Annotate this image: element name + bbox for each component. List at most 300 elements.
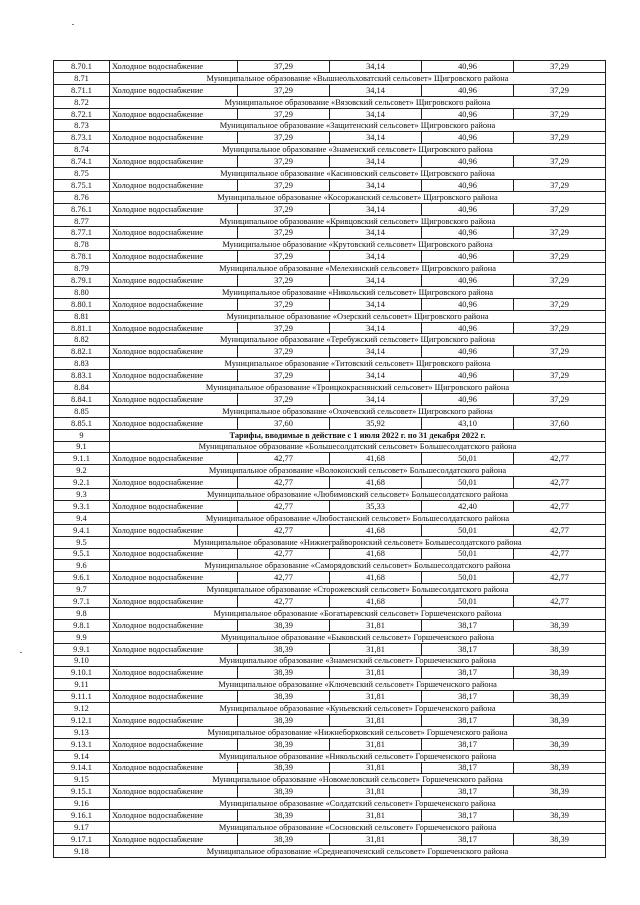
tariff-value: 37,29 <box>514 298 606 310</box>
tariff-value: 42,40 <box>422 500 514 512</box>
row-code: 9.8.1 <box>54 619 110 631</box>
tariff-value: 35,92 <box>330 417 422 429</box>
tariff-value: 37,29 <box>238 322 330 334</box>
row-code: 9.8 <box>54 607 110 619</box>
municipality-row <box>54 512 606 524</box>
tariff-value: 42,77 <box>514 453 606 465</box>
tariff-value: 38,39 <box>514 691 606 703</box>
row-code: 9.7 <box>54 584 110 596</box>
row-code: 9.17 <box>54 822 110 834</box>
row-code: 9 <box>54 429 110 441</box>
tariff-value: 31,81 <box>330 691 422 703</box>
municipality-row <box>54 560 606 572</box>
municipality-name: Муниципальное образование «Защитенский сельсовет» Щигровского района <box>110 120 606 132</box>
tariff-value: 31,81 <box>330 833 422 845</box>
tariff-value: 40,96 <box>422 108 514 120</box>
row-code: 9.3 <box>54 489 110 501</box>
tariff-row <box>54 714 606 726</box>
municipality-row <box>54 191 606 203</box>
row-code: 9.12.1 <box>54 714 110 726</box>
tariff-value: 50,01 <box>422 572 514 584</box>
service-name: Холодное водоснабжение <box>110 667 238 679</box>
municipality-row <box>54 334 606 346</box>
service-name: Холодное водоснабжение <box>110 453 238 465</box>
tariff-value: 34,14 <box>330 156 422 168</box>
service-name: Холодное водоснабжение <box>110 298 238 310</box>
row-code: 8.75.1 <box>54 179 110 191</box>
tariff-value: 37,60 <box>238 417 330 429</box>
tariff-value: 37,29 <box>514 132 606 144</box>
tariff-value: 38,17 <box>422 643 514 655</box>
row-code: 9.13.1 <box>54 738 110 750</box>
municipality-row <box>54 263 606 275</box>
row-code: 8.79.1 <box>54 275 110 287</box>
municipality-name: Муниципальное образование «Теребужский сельсовет» Щигровского района <box>110 334 606 346</box>
tariff-value: 42,77 <box>514 572 606 584</box>
tariff-row <box>54 786 606 798</box>
tariff-value: 31,81 <box>330 667 422 679</box>
tariff-value: 38,39 <box>238 643 330 655</box>
row-code: 9.6 <box>54 560 110 572</box>
tariff-value: 38,39 <box>514 810 606 822</box>
municipality-name: Муниципальное образование «Вязовский сельсовет» Щигровского района <box>110 96 606 108</box>
municipality-row <box>54 822 606 834</box>
tariff-value: 37,29 <box>238 227 330 239</box>
tariff-value: 37,29 <box>238 298 330 310</box>
municipality-name: Муниципальное образование «Среднеапоченский сельсовет» Горшеченского района <box>110 845 606 857</box>
tariff-value: 42,77 <box>238 572 330 584</box>
section-title: Тарифы, вводимые в действие с 1 июля 2022 г. по 31 декабря 2022 г. <box>110 429 606 441</box>
row-code: 9.10.1 <box>54 667 110 679</box>
tariff-value: 34,14 <box>330 251 422 263</box>
tariff-value: 37,29 <box>514 227 606 239</box>
tariff-value: 42,77 <box>514 500 606 512</box>
municipality-row <box>54 798 606 810</box>
row-code: 9.15 <box>54 774 110 786</box>
municipality-name: Муниципальное образование «Любимовский сельсовет» Большесолдатского района <box>110 489 606 501</box>
row-code: 9.16.1 <box>54 810 110 822</box>
tariff-value: 37,29 <box>514 84 606 96</box>
municipality-row <box>54 215 606 227</box>
service-name: Холодное водоснабжение <box>110 393 238 405</box>
tariff-value: 50,01 <box>422 477 514 489</box>
row-code: 8.78.1 <box>54 251 110 263</box>
tariff-value: 37,29 <box>238 132 330 144</box>
municipality-name: Муниципальное образование «Касиновский сельсовет» Щигровского района <box>110 168 606 180</box>
row-code: 9.7.1 <box>54 596 110 608</box>
municipality-name: Муниципальное образование «Знаменский сельсовет» Щигровского района <box>110 144 606 156</box>
municipality-name: Муниципальное образование «Богатыревский сельсовет» Горшеченского района <box>110 607 606 619</box>
tariff-value: 40,96 <box>422 227 514 239</box>
service-name: Холодное водоснабжение <box>110 156 238 168</box>
municipality-row <box>54 405 606 417</box>
tariff-value: 37,29 <box>238 179 330 191</box>
tariff-value: 31,81 <box>330 810 422 822</box>
tariff-value: 40,96 <box>422 84 514 96</box>
row-code: 9.11.1 <box>54 691 110 703</box>
tariff-value: 37,29 <box>514 156 606 168</box>
tariff-value: 40,96 <box>422 275 514 287</box>
municipality-row <box>54 845 606 857</box>
row-code: 8.76 <box>54 191 110 203</box>
tariff-value: 31,81 <box>330 762 422 774</box>
municipality-name: Муниципальное образование «Косоржанский сельсовет» Щигровского района <box>110 191 606 203</box>
tariff-value: 40,96 <box>422 298 514 310</box>
tariff-value: 42,77 <box>238 548 330 560</box>
row-code: 8.83.1 <box>54 370 110 382</box>
tariff-value: 38,17 <box>422 738 514 750</box>
row-code: 8.84 <box>54 382 110 394</box>
tariff-table-body <box>54 61 606 858</box>
tariff-value: 34,14 <box>330 227 422 239</box>
municipality-row <box>54 168 606 180</box>
service-name: Холодное водоснабжение <box>110 643 238 655</box>
row-code: 8.74.1 <box>54 156 110 168</box>
municipality-row <box>54 703 606 715</box>
tariff-row <box>54 596 606 608</box>
tariff-value: 34,14 <box>330 346 422 358</box>
tariff-value: 37,29 <box>514 322 606 334</box>
tariff-value: 41,68 <box>330 477 422 489</box>
tariff-value: 38,17 <box>422 786 514 798</box>
row-code: 9.14.1 <box>54 762 110 774</box>
row-code: 8.80 <box>54 286 110 298</box>
tariff-value: 38,39 <box>514 643 606 655</box>
municipality-name: Муниципальное образование «Кривцовский сельсовет» Щигровского района <box>110 215 606 227</box>
row-code: 8.74 <box>54 144 110 156</box>
service-name: Холодное водоснабжение <box>110 227 238 239</box>
row-code: 9.3.1 <box>54 500 110 512</box>
service-name: Холодное водоснабжение <box>110 572 238 584</box>
service-name: Холодное водоснабжение <box>110 596 238 608</box>
tariff-value: 31,81 <box>330 786 422 798</box>
tariff-value: 38,39 <box>238 810 330 822</box>
row-code: 8.73.1 <box>54 132 110 144</box>
tariff-value: 40,96 <box>422 203 514 215</box>
service-name: Холодное водоснабжение <box>110 322 238 334</box>
tariff-row <box>54 84 606 96</box>
municipality-row <box>54 655 606 667</box>
service-name: Холодное водоснабжение <box>110 524 238 536</box>
tariff-value: 42,77 <box>514 548 606 560</box>
municipality-name: Муниципальное образование «Ключевский сельсовет» Горшеченского района <box>110 679 606 691</box>
tariff-row <box>54 667 606 679</box>
row-code: 9.13 <box>54 726 110 738</box>
tariff-value: 50,01 <box>422 596 514 608</box>
tariff-row <box>54 132 606 144</box>
service-name: Холодное водоснабжение <box>110 61 238 73</box>
row-code: 8.70.1 <box>54 61 110 73</box>
tariff-value: 38,39 <box>514 714 606 726</box>
tariff-value: 34,14 <box>330 61 422 73</box>
tariff-row <box>54 833 606 845</box>
tariff-row <box>54 393 606 405</box>
municipality-row <box>54 679 606 691</box>
tariff-row <box>54 548 606 560</box>
tariff-value: 31,81 <box>330 738 422 750</box>
tariff-row <box>54 179 606 191</box>
municipality-row <box>54 536 606 548</box>
row-code: 9.6.1 <box>54 572 110 584</box>
service-name: Холодное водоснабжение <box>110 738 238 750</box>
tariff-value: 38,39 <box>514 833 606 845</box>
tariff-value: 41,68 <box>330 548 422 560</box>
row-code: 8.81.1 <box>54 322 110 334</box>
tariff-value: 38,39 <box>238 691 330 703</box>
municipality-name: Муниципальное образование «Знаменский сельсовет» Горшеченского района <box>110 655 606 667</box>
tariff-value: 37,29 <box>514 251 606 263</box>
municipality-row <box>54 144 606 156</box>
municipality-name: Муниципальное образование «Любостанский сельсовет» Большесолдатского района <box>110 512 606 524</box>
municipality-row <box>54 726 606 738</box>
service-name: Холодное водоснабжение <box>110 417 238 429</box>
tariff-value: 37,29 <box>238 251 330 263</box>
tariff-row <box>54 203 606 215</box>
service-name: Холодное водоснабжение <box>110 619 238 631</box>
row-code: 8.77 <box>54 215 110 227</box>
tariff-value: 37,29 <box>238 346 330 358</box>
service-name: Холодное водоснабжение <box>110 132 238 144</box>
tariff-row <box>54 61 606 73</box>
tariff-value: 37,60 <box>514 417 606 429</box>
tariff-value: 50,01 <box>422 453 514 465</box>
municipality-row <box>54 72 606 84</box>
tariff-value: 38,17 <box>422 833 514 845</box>
tariff-row <box>54 251 606 263</box>
tariff-row <box>54 346 606 358</box>
row-code: 8.85 <box>54 405 110 417</box>
tariff-value: 34,14 <box>330 108 422 120</box>
tariff-value: 40,96 <box>422 393 514 405</box>
row-code: 8.81 <box>54 310 110 322</box>
service-name: Холодное водоснабжение <box>110 84 238 96</box>
municipality-name: Муниципальное образование «Саморядовский сельсовет» Большесолдатского района <box>110 560 606 572</box>
tariff-value: 37,29 <box>514 108 606 120</box>
tariff-value: 37,29 <box>514 275 606 287</box>
municipality-row <box>54 489 606 501</box>
municipality-name: Муниципальное образование «Солдатский сельсовет» Горшеченского района <box>110 798 606 810</box>
tariff-value: 37,29 <box>238 275 330 287</box>
tariff-value: 40,96 <box>422 322 514 334</box>
tariff-value: 38,39 <box>514 762 606 774</box>
municipality-name: Муниципальное образование «Волоконский сельсовет» Большесолдатского района <box>110 465 606 477</box>
service-name: Холодное водоснабжение <box>110 108 238 120</box>
tariff-row <box>54 322 606 334</box>
tariff-value: 34,14 <box>330 298 422 310</box>
service-name: Холодное водоснабжение <box>110 370 238 382</box>
row-code: 8.75 <box>54 168 110 180</box>
municipality-row <box>54 774 606 786</box>
tariff-value: 41,68 <box>330 453 422 465</box>
tariff-value: 40,96 <box>422 251 514 263</box>
row-code: 9.14 <box>54 750 110 762</box>
municipality-name: Муниципальное образование «Быковский сельсовет» Горшеченского района <box>110 631 606 643</box>
tariff-value: 37,29 <box>514 346 606 358</box>
row-code: 8.79 <box>54 263 110 275</box>
tariff-value: 34,14 <box>330 322 422 334</box>
tariff-value: 50,01 <box>422 548 514 560</box>
tariff-row <box>54 762 606 774</box>
tariff-row <box>54 619 606 631</box>
service-name: Холодное водоснабжение <box>110 346 238 358</box>
tariff-value: 38,17 <box>422 667 514 679</box>
municipality-row <box>54 120 606 132</box>
tariff-value: 38,39 <box>514 619 606 631</box>
service-name: Холодное водоснабжение <box>110 786 238 798</box>
tariff-value: 38,39 <box>238 833 330 845</box>
service-name: Холодное водоснабжение <box>110 251 238 263</box>
tariff-value: 34,14 <box>330 179 422 191</box>
tariff-row <box>54 810 606 822</box>
municipality-name: Муниципальное образование «Куньевский сельсовет» Горшеченского района <box>110 703 606 715</box>
service-name: Холодное водоснабжение <box>110 477 238 489</box>
tariff-value: 38,39 <box>238 738 330 750</box>
tariff-value: 40,96 <box>422 156 514 168</box>
tariff-value: 38,17 <box>422 619 514 631</box>
row-code: 8.85.1 <box>54 417 110 429</box>
municipality-name: Муниципальное образование «Троицкокраснянский сельсовет» Щигровского района <box>110 382 606 394</box>
tariff-value: 40,96 <box>422 132 514 144</box>
tariff-value: 38,17 <box>422 691 514 703</box>
row-code: 9.15.1 <box>54 786 110 798</box>
municipality-name: Муниципальное образование «Вышнеольховатский сельсовет» Щигровского района <box>110 72 606 84</box>
municipality-row <box>54 382 606 394</box>
tariff-value: 42,77 <box>514 524 606 536</box>
row-code: 9.1.1 <box>54 453 110 465</box>
tariff-row <box>54 524 606 536</box>
tariff-value: 37,29 <box>514 203 606 215</box>
municipality-name: Муниципальное образование «Сосновский сельсовет» Горшеченского района <box>110 822 606 834</box>
tariff-value: 38,39 <box>514 738 606 750</box>
municipality-name: Муниципальное образование «Охочевский сельсовет» Щигровского района <box>110 405 606 417</box>
tariff-row <box>54 500 606 512</box>
row-code: 9.1 <box>54 441 110 453</box>
tariff-row <box>54 417 606 429</box>
municipality-name: Муниципальное образование «Мелехинский сельсовет» Щигровского района <box>110 263 606 275</box>
service-name: Холодное водоснабжение <box>110 810 238 822</box>
tariff-value: 38,39 <box>514 667 606 679</box>
municipality-name: Муниципальное образование «Озерский сельсовет» Щигровского района <box>110 310 606 322</box>
tariff-value: 38,39 <box>238 786 330 798</box>
tariff-row <box>54 477 606 489</box>
service-name: Холодное водоснабжение <box>110 714 238 726</box>
tariff-value: 40,96 <box>422 61 514 73</box>
row-code: 9.5 <box>54 536 110 548</box>
tariff-value: 38,39 <box>238 762 330 774</box>
tariff-row <box>54 572 606 584</box>
row-code: 9.2.1 <box>54 477 110 489</box>
row-code: 9.18 <box>54 845 110 857</box>
tariff-value: 42,77 <box>238 596 330 608</box>
tariff-value: 38,17 <box>422 714 514 726</box>
tariff-value: 31,81 <box>330 714 422 726</box>
row-code: 8.78 <box>54 239 110 251</box>
tariff-row <box>54 453 606 465</box>
row-code: 9.9 <box>54 631 110 643</box>
tariff-value: 31,81 <box>330 643 422 655</box>
tariff-row <box>54 643 606 655</box>
row-code: 9.11 <box>54 679 110 691</box>
municipality-row <box>54 441 606 453</box>
tariff-value: 40,96 <box>422 370 514 382</box>
tariff-value: 41,68 <box>330 596 422 608</box>
tariff-value: 37,29 <box>238 61 330 73</box>
tariff-value: 43,10 <box>422 417 514 429</box>
tariff-value: 35,33 <box>330 500 422 512</box>
municipality-name: Муниципальное образование «Нижнеборковский сельсовет» Горшеченского района <box>110 726 606 738</box>
tariff-value: 34,14 <box>330 393 422 405</box>
tariff-value: 37,29 <box>514 370 606 382</box>
tariff-value: 34,14 <box>330 203 422 215</box>
municipality-name: Муниципальное образование «Титовский сельсовет» Щигровского района <box>110 358 606 370</box>
tariff-value: 37,29 <box>514 393 606 405</box>
tariff-value: 37,29 <box>238 393 330 405</box>
row-code: 8.77.1 <box>54 227 110 239</box>
tariff-value: 37,29 <box>238 108 330 120</box>
municipality-row <box>54 465 606 477</box>
tariff-row <box>54 156 606 168</box>
tariff-row <box>54 370 606 382</box>
municipality-row <box>54 310 606 322</box>
row-code: 9.2 <box>54 465 110 477</box>
municipality-row <box>54 584 606 596</box>
tariff-value: 42,77 <box>514 596 606 608</box>
tariff-value: 42,77 <box>238 477 330 489</box>
tariff-value: 34,14 <box>330 275 422 287</box>
row-code: 9.10 <box>54 655 110 667</box>
tariff-row <box>54 298 606 310</box>
tariff-table <box>53 60 606 858</box>
row-code: 8.71.1 <box>54 84 110 96</box>
tariff-row <box>54 108 606 120</box>
service-name: Холодное водоснабжение <box>110 500 238 512</box>
scan-speck <box>20 652 22 653</box>
tariff-value: 42,77 <box>238 524 330 536</box>
tariff-row <box>54 275 606 287</box>
scan-speck <box>72 24 74 25</box>
service-name: Холодное водоснабжение <box>110 691 238 703</box>
row-code: 8.82 <box>54 334 110 346</box>
tariff-row <box>54 738 606 750</box>
tariff-row <box>54 691 606 703</box>
tariff-value: 38,17 <box>422 810 514 822</box>
row-code: 9.16 <box>54 798 110 810</box>
tariff-value: 37,29 <box>238 156 330 168</box>
tariff-value: 37,29 <box>238 203 330 215</box>
row-code: 9.12 <box>54 703 110 715</box>
tariff-value: 34,14 <box>330 132 422 144</box>
tariff-value: 37,29 <box>514 179 606 191</box>
tariff-value: 38,39 <box>514 786 606 798</box>
municipality-name: Муниципальное образование «Крутовский сельсовет» Щигровского района <box>110 239 606 251</box>
tariff-value: 31,81 <box>330 619 422 631</box>
municipality-row <box>54 750 606 762</box>
tariff-value: 37,29 <box>514 61 606 73</box>
row-code: 8.73 <box>54 120 110 132</box>
row-code: 8.84.1 <box>54 393 110 405</box>
municipality-row <box>54 631 606 643</box>
tariff-value: 50,01 <box>422 524 514 536</box>
service-name: Холодное водоснабжение <box>110 275 238 287</box>
tariff-value: 37,29 <box>238 370 330 382</box>
tariff-value: 41,68 <box>330 524 422 536</box>
tariff-value: 38,17 <box>422 762 514 774</box>
row-code: 8.72 <box>54 96 110 108</box>
municipality-row <box>54 96 606 108</box>
municipality-name: Муниципальное образование «Большесолдатский сельсовет» Большесолдатского района <box>110 441 606 453</box>
row-code: 9.17.1 <box>54 833 110 845</box>
municipality-row <box>54 358 606 370</box>
